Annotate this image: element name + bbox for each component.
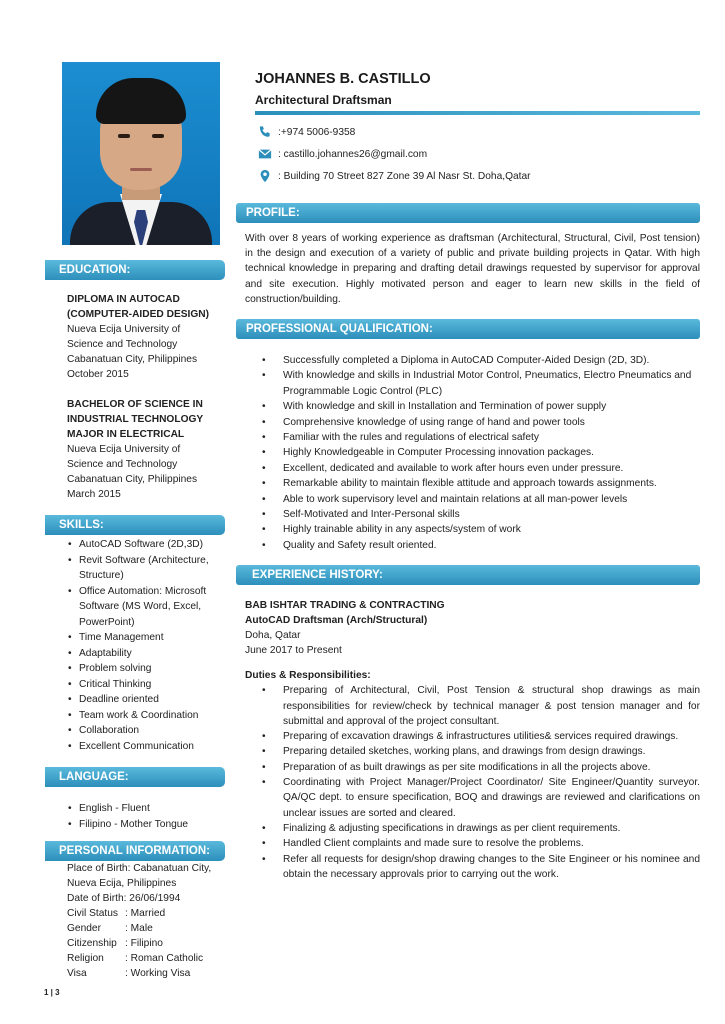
list-item: • Office Automation: Microsoft Software (MS Word, Excel, PowerPoint)	[67, 584, 225, 631]
personal-info: Place of Birth: Cabanatuan City, Nueva Ecija, Philippines Date of Birth: 26/06/1994 Civil Status : Married Gender : Male Citizenship : Filipino Religion : Roman Catholic Visa : Working Visa	[45, 861, 225, 981]
list-item: • Collaboration	[67, 723, 225, 739]
list-item: • Team work & Coordination	[67, 708, 225, 724]
list-item: • With knowledge and skill in Installation and Termination of power supply	[283, 399, 700, 414]
list-item: • Problem solving	[67, 661, 225, 677]
list-item: • With knowledge and skills in Industrial Motor Control, Pneumatics, Electro Pneumatics and Programmable Logic Control (PLC)	[283, 368, 700, 399]
experience-heading: EXPERIENCE HISTORY:	[236, 565, 700, 585]
list-item: • Filipino - Mother Tongue	[67, 817, 225, 833]
list-item: • Adaptability	[67, 646, 225, 662]
list-item: • Highly Knowledgeable in Computer Processing innovation packages.	[283, 445, 700, 460]
list-item: • Excellent Communication	[67, 739, 225, 755]
qualification-heading: PROFESSIONAL QUALIFICATION:	[236, 319, 700, 339]
language-heading: LANGUAGE:	[45, 767, 225, 787]
header-divider	[255, 111, 700, 115]
left-column	[45, 62, 225, 981]
phone-icon	[258, 125, 272, 139]
contact-email: : castillo.johannes26@gmail.com	[258, 143, 700, 165]
profile-heading: PROFILE:	[236, 203, 700, 223]
list-item: • Preparing of excavation drawings & infrastructures utilities& services required drawings.	[283, 729, 700, 744]
list-item: • Critical Thinking	[67, 677, 225, 693]
envelope-icon	[258, 147, 272, 161]
personal-info-heading: PERSONAL INFORMATION:	[45, 841, 225, 861]
contact-block	[236, 121, 700, 187]
duties-heading: Duties & Responsibilities:	[245, 670, 371, 682]
info-row: Citizenship : Filipino	[67, 938, 163, 949]
list-item: • Preparing of Architectural, Civil, Post Tension & structural shop drawings as main responsibilities for review/check by technical manager & post tension manager and for submittal and approval of the project consultant.	[283, 683, 700, 729]
info-row: Civil Status : Married	[67, 908, 166, 919]
skills-list	[45, 537, 225, 754]
candidate-role: Architectural Draftsman	[255, 93, 392, 107]
info-row: Visa : Working Visa	[67, 968, 191, 979]
job-period: June 2017 to Present	[245, 645, 342, 657]
list-item: • Coordinating with Project Manager/Project Coordinator/ Site Engineer/Quantity surveyor. QA/QC dept. to ensure specification, BOQ and drawings are reviewed and clarifications on unclear issues are sorted and cleared.	[283, 775, 700, 821]
company-name: BAB ISHTAR TRADING & CONTRACTING	[245, 600, 445, 612]
location-pin-icon	[258, 169, 272, 183]
list-item: • Remarkable ability to maintain flexible attitude and approach towards assignments.	[283, 476, 700, 491]
list-item: • Preparing detailed sketches, working plans, and drawings from design drawings.	[283, 744, 700, 759]
list-item: • AutoCAD Software (2D,3D)	[67, 537, 225, 553]
list-item: • Revit Software (Architecture, Structure)	[67, 553, 225, 584]
qualification-list	[236, 353, 700, 553]
education-entry: BACHELOR OF SCIENCE IN INDUSTRIAL TECHNOLOGY MAJOR IN ELECTRICAL Nueva Ecija University of Science and Technology Cabanatuan City, Philippines March 2015	[67, 399, 204, 500]
list-item: • Able to work supervisory level and maintain relations at all man-power levels	[283, 492, 700, 507]
list-item: • Successfully completed a Diploma in AutoCAD Computer-Aided Design (2D, 3D).	[283, 353, 700, 368]
experience-entry	[236, 598, 700, 683]
education-heading: EDUCATION:	[45, 260, 225, 280]
list-item: • Finalizing & adjusting specifications in drawings as per client requirements.	[283, 821, 700, 836]
list-item: • Refer all requests for design/shop drawing changes to the Site Engineer or his nominee and obtain the necessary approvals prior to carrying out the work.	[283, 852, 700, 883]
profile-photo	[62, 62, 220, 245]
list-item: • Preparation of as built drawings as per site modifications in all the projects above.	[283, 760, 700, 775]
job-location: Doha, Qatar	[245, 630, 301, 642]
info-row: Religion : Roman Catholic	[67, 953, 204, 964]
contact-address: : Building 70 Street 827 Zone 39 Al Nasr St. Doha,Qatar	[258, 165, 700, 187]
list-item: • Comprehensive knowledge of using range of hand and power tools	[283, 415, 700, 430]
list-item: • Deadline oriented	[67, 692, 225, 708]
language-list	[45, 801, 225, 832]
list-item: • Handled Client complaints and made sure to resolve the problems.	[283, 836, 700, 851]
list-item: • Self-Motivated and Inter-Personal skills	[283, 507, 700, 522]
skills-heading: SKILLS:	[45, 515, 225, 535]
contact-phone: :+974 5006-9358	[258, 121, 700, 143]
info-row: Gender : Male	[67, 923, 153, 934]
candidate-name: JOHANNES B. CASTILLO	[255, 71, 431, 87]
right-column	[236, 62, 700, 882]
job-position: AutoCAD Draftsman (Arch/Structural)	[245, 615, 428, 627]
list-item: • Quality and Safety result oriented.	[283, 538, 700, 553]
list-item: • Excellent, dedicated and available to work after hours even under pressure.	[283, 461, 700, 476]
page-number: 1 | 3	[44, 988, 60, 997]
duties-list	[236, 683, 700, 882]
list-item: • English - Fluent	[67, 801, 225, 817]
profile-text: With over 8 years of working experience as draftsman (Architectural, Structural, Civil, Post tension) in the design and execution of a variety of public and private building projects in Qatar. With high technical knowledge in preparing and drafting detail drawings requested by supervisor for approval and site execution. Highly motivated person and eager to learn new skills in the field of construction/building.	[245, 233, 700, 305]
list-item: • Highly trainable ability in any aspects/system of work	[283, 522, 700, 537]
education-entry: DIPLOMA IN AUTOCAD (COMPUTER-AIDED DESIGN) Nueva Ecija University of Science and Technology Cabanatuan City, Philippines October 2015	[67, 294, 210, 380]
list-item: • Familiar with the rules and regulations of electrical safety	[283, 430, 700, 445]
list-item: • Time Management	[67, 630, 225, 646]
